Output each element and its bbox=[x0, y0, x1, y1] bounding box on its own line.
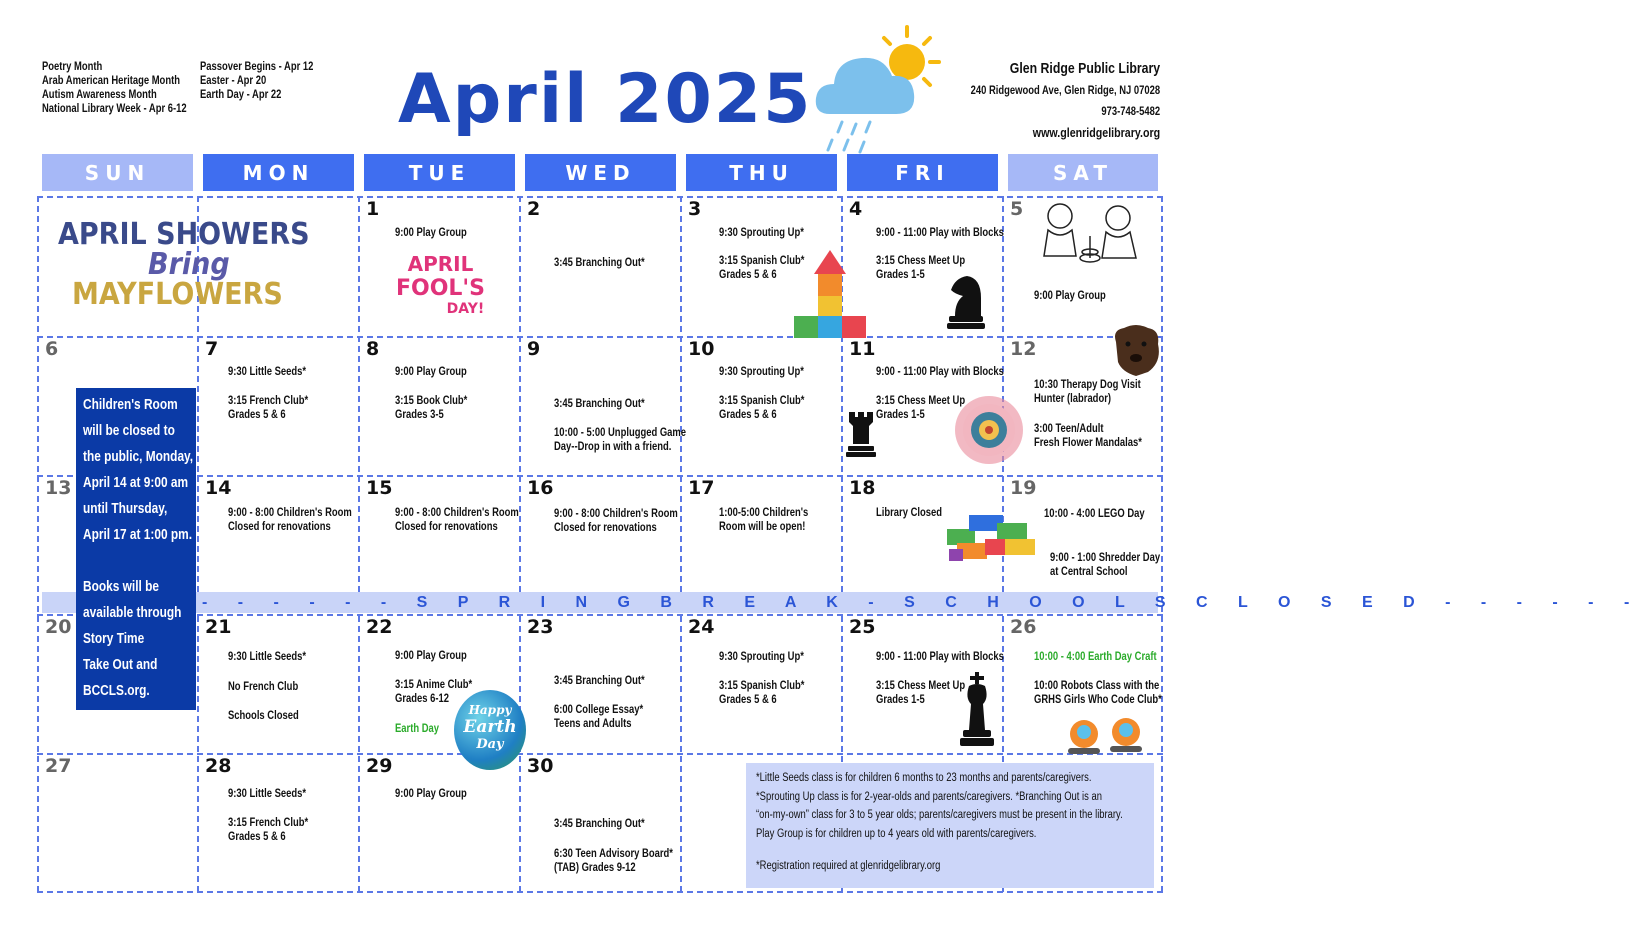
library-info bbox=[929, 62, 1160, 140]
weekday-header-mon: MON bbox=[203, 154, 354, 191]
day-cell-29[interactable]: 29 9:00 Play Group bbox=[366, 755, 467, 800]
day-cell-16[interactable]: 16 9:00 - 8:00 Children's Room Closed for renovations bbox=[527, 477, 678, 534]
day-cell-1[interactable]: 1 9:00 Play Group APRIL FOOL'S DAY! bbox=[358, 196, 519, 336]
weekday-header-tue: TUE bbox=[364, 154, 515, 191]
day-cell-30[interactable]: 30 3:45 Branching Out* 6:30 Teen Advisory Board* (TAB) Grades 9-12 bbox=[527, 755, 673, 874]
day-cell-10[interactable]: 10 9:30 Sprouting Up* 3:15 Spanish Club* Grades 5 & 6 bbox=[688, 338, 805, 421]
day-cell-9[interactable]: 9 3:45 Branching Out* 10:00 - 5:00 Unplugged Game Day--Drop in with a friend. bbox=[527, 338, 687, 453]
page-title: April 2025 bbox=[398, 60, 813, 139]
day-cell-2[interactable]: 2 3:45 Branching Out* bbox=[527, 198, 645, 269]
grid-line bbox=[1161, 196, 1163, 892]
day-cell-11[interactable]: 11 9:00 - 11:00 Play with Blocks 3:15 Chess Meet Up Grades 1-5 bbox=[841, 336, 1002, 475]
dog-icon bbox=[1106, 322, 1164, 380]
cloud-rain-sun-icon bbox=[812, 22, 942, 157]
april-fools-graphic: APRIL FOOL'S DAY! bbox=[395, 252, 486, 317]
library-address: 240 Ridgewood Ave, Glen Ridge, NJ 07028 bbox=[970, 85, 1160, 97]
weekday-header-sun: SUN bbox=[42, 154, 193, 191]
childrens-room-notice: Children's Room will be closed to the public, Monday, April 14 at 9:00 am until Thursday, April 17 at 1:00 pm. Books will be available through Story Time Take Out and BCCLS.org. bbox=[76, 388, 196, 710]
day-cell-21[interactable]: 21 9:30 Little Seeds* No French Club Schools Closed bbox=[205, 616, 307, 722]
day-cell-14[interactable]: 14 9:00 - 8:00 Children's Room Closed for renovations bbox=[205, 477, 352, 533]
chess-king-icon bbox=[957, 670, 997, 750]
library-name: Glen Ridge Public Library bbox=[1009, 60, 1160, 77]
children-playing-icon bbox=[1032, 196, 1152, 276]
earth-day-label: Earth Day bbox=[395, 723, 440, 735]
day-cell-12[interactable]: 12 10:30 Therapy Dog Visit Hunter (labrador) 3:00 Teen/Adult Fresh Flower Mandalas* bbox=[1002, 336, 1161, 475]
day-cell-4[interactable]: 4 9:00 - 11:00 Play with Blocks 3:15 Chess Meet Up Grades 1-5 bbox=[841, 196, 1002, 336]
day-cell-7[interactable]: 7 9:30 Little Seeds* 3:15 French Club* Grades 5 & 6 bbox=[205, 338, 309, 421]
spring-break-banner: - - - - - - S P R I N G B R E A K - S C H O O L S C L O S E D - - - - - - bbox=[42, 592, 1158, 613]
day-cell-19[interactable]: 19 10:00 - 4:00 LEGO Day 9:00 - 1:00 Shredder Day at Central School bbox=[1010, 477, 1161, 578]
day-cell-22[interactable]: 22 9:00 Play Group 3:15 Anime Club* Grades 6-12 Earth Day Happy Earth Day bbox=[358, 614, 519, 753]
day-cell-26[interactable]: 26 10:00 - 4:00 Earth Day Craft 10:00 Robots Class with the GRHS Girls Who Code Club* bbox=[1002, 614, 1161, 753]
day-cell-20[interactable]: 20 bbox=[45, 616, 72, 638]
day-cell-24[interactable]: 24 9:30 Sprouting Up* 3:15 Spanish Club* Grades 5 & 6 bbox=[688, 616, 805, 706]
chess-rook-icon bbox=[845, 408, 877, 458]
program-notes: *Little Seeds class is for children 6 months to 23 months and parents/caregivers. *Sprouting Up class is for 2-year-olds and parents/caregivers. *Branching Out is an “on-my-own” class for 3 to 5 year olds; parents/caregivers must be present in the library. Play Group is for children up to 4 years old with parents/caregivers. *Registration required at glenridgelibrary.org bbox=[746, 763, 1154, 888]
holidays-list: Passover Begins - Apr 12 Easter - Apr 20 Earth Day - Apr 22 bbox=[200, 61, 314, 101]
robot-toys-icon bbox=[1064, 710, 1154, 758]
observances-list: Poetry Month Arab American Heritage Month Autism Awareness Month National Library Week - Apr 6-12 bbox=[42, 61, 187, 115]
library-website[interactable]: www.glenridgelibrary.org bbox=[1032, 125, 1160, 140]
day-cell-28[interactable]: 28 9:30 Little Seeds* 3:15 French Club* Grades 5 & 6 bbox=[205, 755, 309, 843]
day-cell-5[interactable]: 5 9:00 Play Group bbox=[1002, 196, 1161, 336]
weekday-header-wed: WED bbox=[525, 154, 676, 191]
day-cell-8[interactable]: 8 9:00 Play Group 3:15 Book Club* Grades 3-5 bbox=[366, 338, 468, 421]
library-phone: 973-748-5482 bbox=[1101, 106, 1160, 118]
day-cell-23[interactable]: 23 3:45 Branching Out* 6:00 College Essay* Teens and Adults bbox=[527, 616, 645, 730]
chess-knight-icon bbox=[945, 272, 987, 330]
grid-line bbox=[37, 891, 1163, 893]
day-cell-3[interactable]: 3 9:30 Sprouting Up* 3:15 Spanish Club* Grades 5 & 6 bbox=[680, 196, 841, 336]
day-cell-25[interactable]: 25 9:00 - 11:00 Play with Blocks 3:15 Chess Meet Up Grades 1-5 bbox=[841, 614, 1002, 753]
weekday-header-thu: THU bbox=[686, 154, 837, 191]
weekday-header-fri: FRI bbox=[847, 154, 998, 191]
day-cell-6[interactable]: 6 bbox=[45, 338, 59, 360]
weekday-header-sat: SAT bbox=[1008, 154, 1158, 191]
april-showers-graphic: APRIL SHOWERS Bring MAYFLOWERS bbox=[58, 217, 310, 312]
day-cell-13[interactable]: 13 bbox=[45, 477, 72, 499]
day-cell-18[interactable]: 18 Library Closed bbox=[841, 475, 1002, 592]
day-cell-15[interactable]: 15 9:00 - 8:00 Children's Room Closed for renovations bbox=[366, 477, 519, 533]
day-cell-27[interactable]: 27 bbox=[45, 755, 72, 777]
earth-globe-icon: Happy Earth Day bbox=[454, 690, 526, 770]
day-cell-17[interactable]: 17 1:00-5:00 Children's Room will be open! bbox=[688, 477, 809, 533]
